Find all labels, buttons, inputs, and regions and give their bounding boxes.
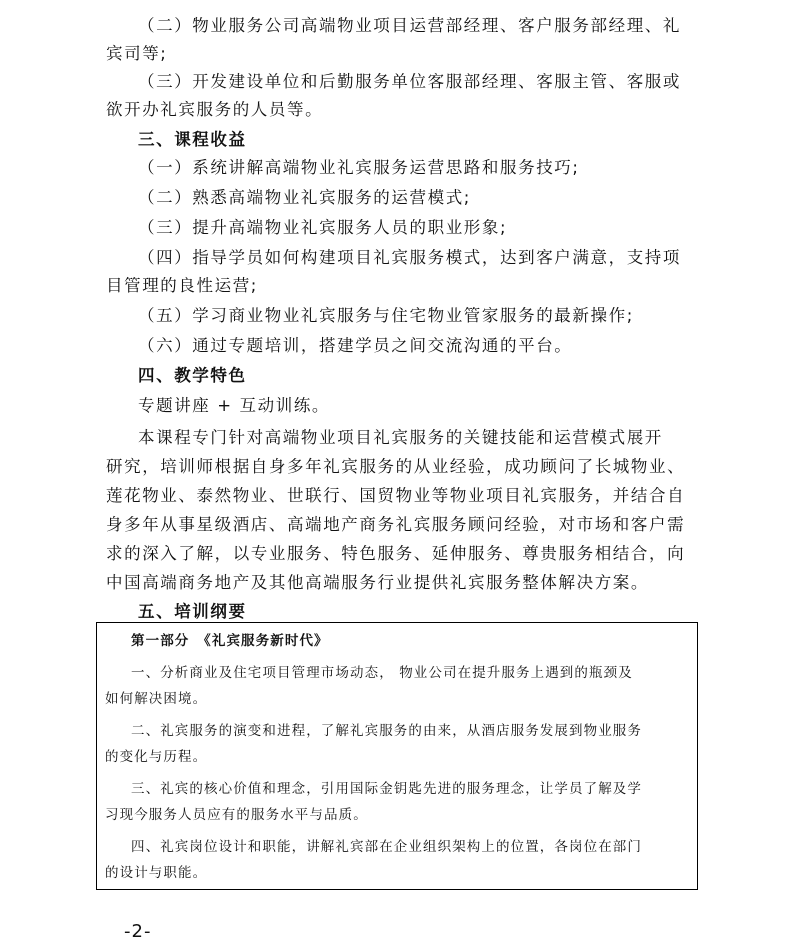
paragraph-audience-3-line2: 欲开办礼宾服务的人员等。: [106, 100, 324, 119]
section-heading-outline: 五、培训纲要: [138, 602, 247, 621]
intro-line-2: 研究，培训师根据自身多年礼宾服务的从业经验，成功顾问了长城物业、: [106, 457, 686, 476]
outline-item-3-line1: 三、礼宾的核心价值和理念，引用国际金钥匙先进的服务理念，让学员了解及学: [131, 781, 642, 797]
outline-part-title: 第一部分 《礼宾服务新时代》: [131, 633, 329, 649]
benefit-item-4-line1: （四）指导学员如何构建项目礼宾服务模式，达到客户满意，支持项: [138, 248, 681, 267]
intro-line-4: 身多年从事星级酒店、高端地产商务礼宾服务顾问经验，对市场和客户需: [106, 515, 686, 534]
outline-item-4-line2: 的设计与职能。: [105, 865, 208, 881]
intro-line-5: 求的深入了解，以专业服务、特色服务、延伸服务、尊贵服务相结合，向: [106, 544, 686, 563]
paragraph-audience-2-line1: （二）物业服务公司高端物业项目运营部经理、客户服务部经理、礼: [138, 16, 681, 35]
paragraph-audience-3-line1: （三）开发建设单位和后勤服务单位客服部经理、客服主管、客服或: [138, 72, 681, 91]
outline-box: [96, 622, 698, 890]
outline-item-1-line1: 一、分析商业及住宅项目管理市场动态， 物业公司在提升服务上遇到的瓶颈及: [131, 665, 633, 681]
outline-item-3-line2: 习现今服务人员应有的服务水平与品质。: [105, 807, 368, 823]
intro-line-3: 莲花物业、泰然物业、世联行、国贸物业等物业项目礼宾服务，并结合自: [106, 486, 686, 505]
benefit-item-2: （二）熟悉高端物业礼宾服务的运营模式;: [138, 188, 471, 207]
intro-line-1: 本课程专门针对高端物业项目礼宾服务的关键技能和运营模式展开: [138, 428, 663, 447]
benefit-item-1: （一）系统讲解高端物业礼宾服务运营思路和服务技巧;: [138, 158, 580, 177]
outline-item-2-line2: 的变化与历程。: [105, 749, 208, 765]
benefit-item-3: （三）提升高端物业礼宾服务人员的职业形象;: [138, 218, 508, 237]
section-heading-teaching: 四、教学特色: [138, 366, 247, 385]
paragraph-audience-2-line2: 宾司等;: [106, 44, 168, 63]
section-heading-benefits: 三、课程收益: [138, 130, 247, 149]
teaching-features: 专题讲座 + 互动训练。: [138, 396, 331, 415]
intro-line-6: 中国高端商务地产及其他高端服务行业提供礼宾服务整体解决方案。: [106, 573, 649, 592]
page-number: -2-: [124, 921, 152, 942]
outline-item-2-line1: 二、礼宾服务的演变和进程，了解礼宾服务的由来，从酒店服务发展到物业服务: [131, 723, 642, 739]
benefit-item-4-line2: 目管理的良性运营;: [106, 276, 258, 295]
outline-item-4-line1: 四、礼宾岗位设计和职能，讲解礼宾部在企业组织架构上的位置，各岗位在部门: [131, 839, 642, 855]
benefit-item-6: （六）通过专题培训，搭建学员之间交流沟通的平台。: [138, 336, 573, 355]
benefit-item-5: （五）学习商业物业礼宾服务与住宅物业管家服务的最新操作;: [138, 306, 634, 325]
outline-item-1-line2: 如何解决困境。: [105, 691, 208, 707]
